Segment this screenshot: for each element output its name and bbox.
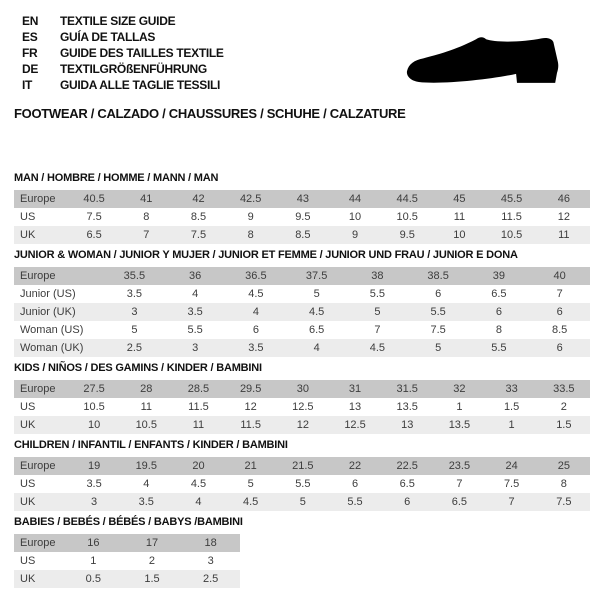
row-label-cell: Woman (US) [20,324,84,336]
row-label-cell: Europe [20,383,56,395]
size-value-cell: 10 [348,211,362,223]
size-value-cell: 7 [456,478,463,490]
size-value-cell: 10.5 [396,211,418,223]
size-value-cell: 1.5 [144,573,160,585]
size-value-cell: 5.5 [347,496,363,508]
row-label-cell: US [20,401,36,413]
table-row [14,416,590,434]
size-value-cell: 11 [192,419,205,431]
size-value-cell: 12 [244,401,257,413]
size-value-cell: 22.5 [396,460,418,472]
language-list [22,13,224,93]
size-value-cell: 16 [87,537,100,549]
size-value-cell: 4.5 [243,496,259,508]
table-row [14,570,240,588]
size-table-section [14,362,590,434]
size-value-cell: 4.5 [248,288,264,300]
size-value-cell: 6 [556,306,563,318]
size-value-cell: 30 [296,383,309,395]
size-value-cell: 1 [456,401,463,413]
size-value-cell: 7.5 [503,478,520,490]
size-value-cell: 28 [140,383,153,395]
row-label-cell: Junior (UK) [20,306,76,318]
size-value-cell: 18 [204,537,217,549]
row-label-cell: Europe [20,193,56,205]
table-row [14,303,590,321]
size-value-cell: 5.5 [369,288,386,300]
size-value-cell: 11 [558,229,570,241]
row-label-cell: US [20,211,36,223]
table-row [14,475,590,493]
size-value-cell: 10 [87,419,101,431]
size-table-section [14,516,590,588]
size-value-cell: 7.5 [190,229,207,241]
size-table-section [14,439,590,511]
size-value-cell: 33 [505,383,518,395]
size-value-cell: 3.5 [187,306,203,318]
size-value-cell: 5 [313,288,320,300]
size-value-cell: 3.5 [86,478,102,490]
size-value-cell: 5 [299,496,306,508]
language-code: DE [22,62,39,76]
size-value-cell: 3.5 [138,496,154,508]
size-value-cell: 6 [351,478,359,490]
size-value-cell: 7 [143,229,150,241]
row-label-cell: US [20,478,36,490]
size-table-title: JUNIOR & WOMAN / JUNIOR Y MUJER / JUNIOR ET FEMME / JUNIOR UND FRAU / JUNIOR E DONA [14,249,518,261]
size-table [14,190,590,244]
size-value-cell: 9.5 [295,211,311,223]
size-value-cell: 29.5 [239,383,262,395]
size-value-cell: 44 [348,193,362,205]
size-value-cell: 38 [371,270,384,282]
size-value-cell: 6 [556,342,563,354]
size-value-cell: 7.5 [430,324,446,336]
size-value-cell: 38.5 [427,270,449,282]
size-value-cell: 32 [453,383,466,395]
size-value-cell: 5.5 [295,478,311,490]
size-value-cell: 25 [557,460,570,472]
size-value-cell: 36 [189,270,202,282]
table-row [14,339,590,357]
size-value-cell: 7.5 [86,211,102,223]
size-value-cell: 37.5 [305,270,328,282]
size-value-cell: 3.5 [126,288,143,300]
size-value-cell: 19.5 [135,460,157,472]
language-label: TEXTILE SIZE GUIDE [60,14,176,28]
size-value-cell: 4.5 [308,306,325,318]
size-table-title: CHILDREN / INFANTIL / ENFANTS / KINDER / BAMBINI [14,439,288,451]
size-value-cell: 6 [435,288,442,300]
size-value-cell: 4 [195,496,202,508]
table-row [14,552,240,570]
table-row [14,380,590,398]
size-value-cell: 5.5 [430,306,446,318]
table-row [14,285,590,303]
size-value-cell: 4.5 [369,342,386,354]
size-value-cell: 6 [252,324,259,336]
row-label-cell: Junior (US) [20,288,76,300]
size-value-cell: 10.5 [83,401,105,413]
size-value-cell: 24 [505,460,518,472]
table-row [14,493,590,511]
size-value-cell: 9 [351,229,359,241]
size-value-cell: 10.5 [135,419,157,431]
language-code: EN [22,14,39,28]
size-value-cell: 8 [495,324,502,336]
size-value-cell: 3 [207,555,214,567]
size-value-cell: 5.5 [491,342,507,354]
row-label-cell: UK [20,419,36,431]
language-label: GUIDE DES TAILLES TEXTILE [60,46,224,60]
size-value-cell: 3.5 [248,342,264,354]
size-table-title: BABIES / BEBÉS / BÉBÉS / BABYS /BAMBINI [14,516,243,528]
size-value-cell: 7 [556,288,563,300]
size-value-cell: 0.5 [85,573,101,585]
size-value-cell: 8.5 [551,324,568,336]
language-row [22,45,224,61]
table-row [14,267,590,285]
language-label: GUIDA ALLE TAGLIE TESSILI [60,78,221,92]
size-value-cell: 42.5 [239,193,262,205]
language-row [22,13,224,29]
size-value-cell: 17 [145,537,159,549]
size-value-cell: 21 [244,460,257,472]
size-table [14,457,590,511]
size-value-cell: 10.5 [500,229,523,241]
size-value-cell: 13 [348,401,362,413]
size-value-cell: 8 [560,478,567,490]
size-value-cell: 11 [453,211,466,223]
size-value-cell: 4.5 [190,478,207,490]
size-value-cell: 3 [192,342,199,354]
size-value-cell: 44.5 [396,193,418,205]
size-value-cell: 40 [553,270,566,282]
size-value-cell: 13.5 [396,401,418,413]
size-value-cell: 12.5 [344,419,366,431]
size-value-cell: 6.5 [308,324,325,336]
size-value-cell: 4 [192,288,199,300]
table-row [14,534,240,552]
size-table-body [14,380,590,434]
size-value-cell: 45.5 [500,193,523,205]
size-value-cell: 31 [348,383,362,395]
size-value-cell: 5 [247,478,254,490]
size-value-cell: 1.5 [503,401,520,413]
size-value-cell: 10 [453,229,466,241]
size-value-cell: 6 [404,496,411,508]
size-value-cell: 28.5 [187,383,210,395]
size-value-cell: 1 [508,419,515,431]
size-value-cell: 13.5 [448,419,471,431]
size-value-cell: 13 [401,419,414,431]
size-value-cell: 42 [192,193,205,205]
row-label-cell: UK [20,229,36,241]
language-row [22,77,224,93]
shoe-shape [407,37,558,83]
size-value-cell: 7 [374,324,381,336]
size-value-cell: 35.5 [123,270,146,282]
size-table-body [14,457,590,511]
size-value-cell: 8.5 [295,229,311,241]
language-row [22,29,224,45]
size-value-cell: 7.5 [556,496,572,508]
dress-shoe-icon [382,12,592,112]
size-table-section [14,249,590,357]
size-value-cell: 2.5 [126,342,143,354]
size-value-cell: 31.5 [396,383,418,395]
size-value-cell: 4 [252,306,259,318]
size-value-cell: 21.5 [292,460,314,472]
size-value-cell: 23.5 [448,460,471,472]
size-value-cell: 7 [508,496,515,508]
table-row [14,321,590,339]
size-value-cell: 33.5 [553,383,575,395]
size-value-cell: 5 [435,342,442,354]
size-value-cell: 22 [348,460,362,472]
table-row [14,208,590,226]
size-value-cell: 9.5 [399,229,415,241]
size-value-cell: 4 [143,478,150,490]
size-value-cell: 4 [313,342,320,354]
row-label-cell: Europe [20,460,56,472]
language-label: TEXTILGRÖßENFÜHRUNG [60,62,207,76]
size-value-cell: 27.5 [83,383,105,395]
table-row [14,398,590,416]
size-value-cell: 41 [140,193,153,205]
size-value-cell: 12.5 [292,401,314,413]
size-value-cell: 5 [131,324,138,336]
size-value-cell: 2.5 [203,573,219,585]
size-table-title: MAN / HOMBRE / HOMME / MANN / MAN [14,172,219,184]
size-table-body [14,190,590,244]
size-value-cell: 12 [557,211,570,223]
size-value-cell: 2 [148,555,156,567]
row-label-cell: Europe [20,270,56,282]
size-value-cell: 45 [453,193,466,205]
size-value-cell: 20 [192,460,205,472]
row-label-cell: Woman (UK) [20,342,84,354]
row-label-cell: US [20,555,36,567]
size-value-cell: 46 [557,193,570,205]
size-value-cell: 5.5 [187,324,203,336]
size-value-cell: 8 [143,211,150,223]
size-table-title: KIDS / NIÑOS / DES GAMINS / KINDER / BAMBINI [14,362,262,374]
size-value-cell: 19 [87,460,101,472]
size-table-body [14,534,240,588]
row-label-cell: UK [20,573,36,585]
dress-shoe-silhouette [382,12,592,112]
language-code: FR [22,46,38,60]
size-value-cell: 12 [296,419,309,431]
size-value-cell: 11.5 [501,211,522,223]
row-label-cell: UK [20,496,36,508]
size-value-cell: 11.5 [240,419,261,431]
size-value-cell: 6.5 [399,478,415,490]
size-value-cell: 40.5 [83,193,105,205]
language-row [22,61,224,77]
language-label: GUÍA DE TALLAS [60,30,156,44]
size-value-cell: 6.5 [451,496,468,508]
size-value-cell: 8.5 [190,211,207,223]
size-value-cell: 3 [131,306,138,318]
size-value-cell: 3 [91,496,98,508]
size-value-cell: 6 [495,306,502,318]
size-value-cell: 5 [374,306,381,318]
size-table-body [14,267,590,357]
size-value-cell: 8 [247,229,254,241]
size-value-cell: 6.5 [86,229,102,241]
size-table [14,380,590,434]
size-value-cell: 11.5 [188,401,209,413]
table-row [14,190,590,208]
language-code: ES [22,30,38,44]
size-table [14,267,590,357]
row-label-cell: Europe [20,537,56,549]
table-row [14,457,590,475]
size-value-cell: 6.5 [491,288,507,300]
size-value-cell: 1 [90,555,97,567]
size-table-section [14,172,590,244]
size-value-cell: 11 [140,401,152,413]
language-code: IT [22,78,33,92]
size-value-cell: 43 [296,193,309,205]
size-value-cell: 2 [560,401,567,413]
size-table [14,534,240,588]
size-value-cell: 36.5 [245,270,267,282]
size-value-cell: 1.5 [556,419,572,431]
size-value-cell: 39 [492,270,505,282]
size-value-cell: 9 [247,211,254,223]
table-row [14,226,590,244]
category-heading: FOOTWEAR / CALZADO / CHAUSSURES / SCHUHE / CALZATURE [14,106,406,121]
size-tables [14,172,590,593]
